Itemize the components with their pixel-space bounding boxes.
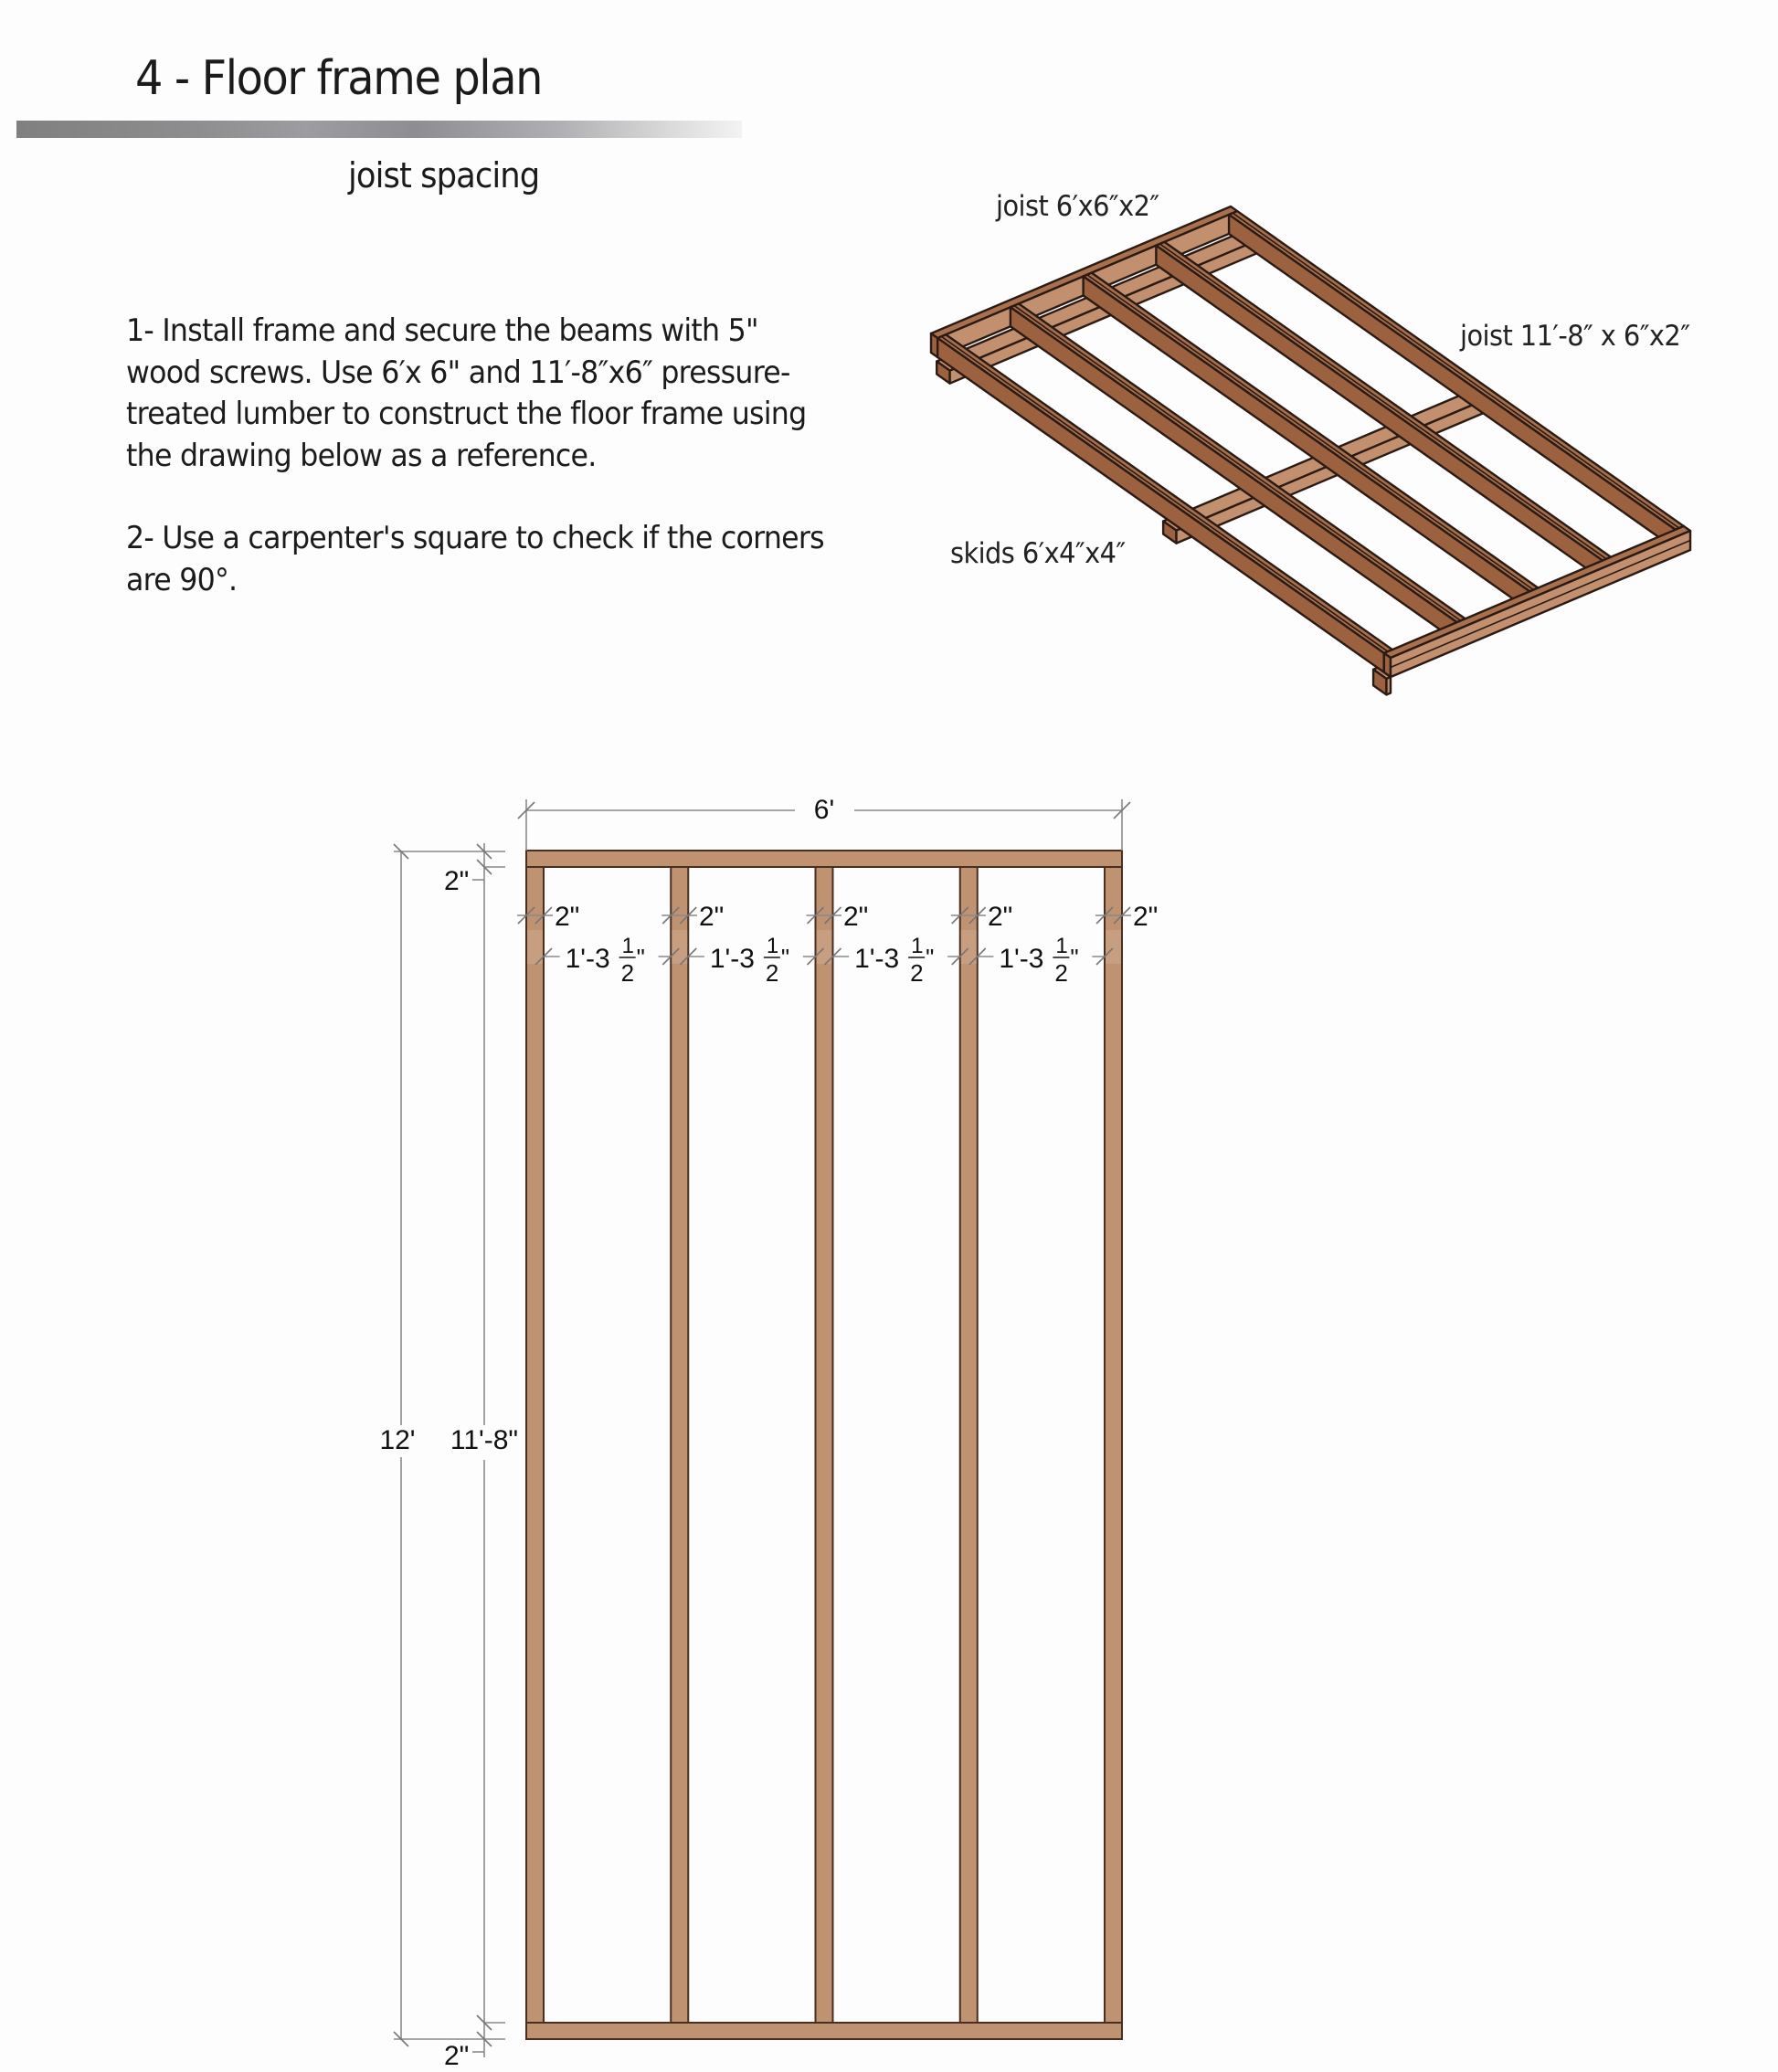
plan-frame-members — [526, 851, 1122, 2039]
dim-joist-length: 11'-8" — [450, 1425, 519, 1455]
bay-spacing-numerator: 1 — [1055, 934, 1068, 958]
dim-overall-width: 6' — [813, 795, 835, 825]
bottom-plate — [526, 2023, 1122, 2039]
bay-spacing-whole: 1'-3 — [565, 944, 610, 974]
dim-top-plate: 2" — [444, 866, 470, 896]
bay-spacing-unit: " — [636, 944, 645, 971]
bay-spacing-numerator: 1 — [911, 934, 924, 958]
label-long-joist: joist 11′-8″ x 6″x2″ — [1460, 320, 1690, 353]
bay-spacing-unit: " — [1070, 944, 1079, 971]
instruction-step-2: 2- Use a carpenter's square to check if the corners are 90°. — [126, 520, 824, 598]
dim-overall-length: 12' — [379, 1425, 416, 1455]
bay-spacing-numerator: 1 — [766, 934, 779, 958]
dim-joist-thickness: 2" — [555, 902, 580, 932]
plan-joist — [1105, 867, 1122, 2023]
dim-joist-thickness: 2" — [988, 902, 1013, 932]
bay-spacing-numerator: 1 — [621, 934, 634, 958]
bay-spacing-denominator: 2 — [910, 959, 924, 987]
bay-spacing-whole: 1'-3 — [709, 944, 755, 974]
bay-spacing-whole: 1'-3 — [854, 944, 900, 974]
instruction-step-1: 1- Install frame and secure the beams with 5" wood screws. Use 6′x 6" and 11′-8″x6″ pressure-treated lumber to construct the floor frame using the drawing below as a reference. — [126, 312, 807, 474]
bay-spacing-denominator: 2 — [765, 959, 779, 987]
dim-bottom-plate: 2" — [444, 2041, 470, 2071]
plan-joist — [526, 867, 544, 2023]
plan-joist — [671, 867, 688, 2023]
bay-spacing-unit: " — [926, 944, 935, 971]
plan-joist — [960, 867, 978, 2023]
dim-joist-thickness: 2" — [699, 902, 725, 932]
plan-joist — [816, 867, 833, 2023]
bay-spacing-denominator: 2 — [620, 959, 635, 987]
label-end-joist: joist 6′x6″x2″ — [996, 190, 1159, 223]
bay-spacing-whole: 1'-3 — [999, 944, 1044, 974]
bay-spacing-denominator: 2 — [1054, 959, 1068, 987]
dim-highlight — [1106, 930, 1121, 964]
dim-joist-thickness: 2" — [843, 902, 869, 932]
page-title: 4 - Floor frame plan — [135, 51, 543, 106]
top-plate — [526, 851, 1122, 867]
section-subtitle: joist spacing — [348, 155, 540, 196]
bay-spacing-unit: " — [780, 944, 790, 971]
label-skids: skids 6′x4″x4″ — [950, 537, 1126, 570]
dim-joist-thickness: 2" — [1133, 902, 1159, 932]
